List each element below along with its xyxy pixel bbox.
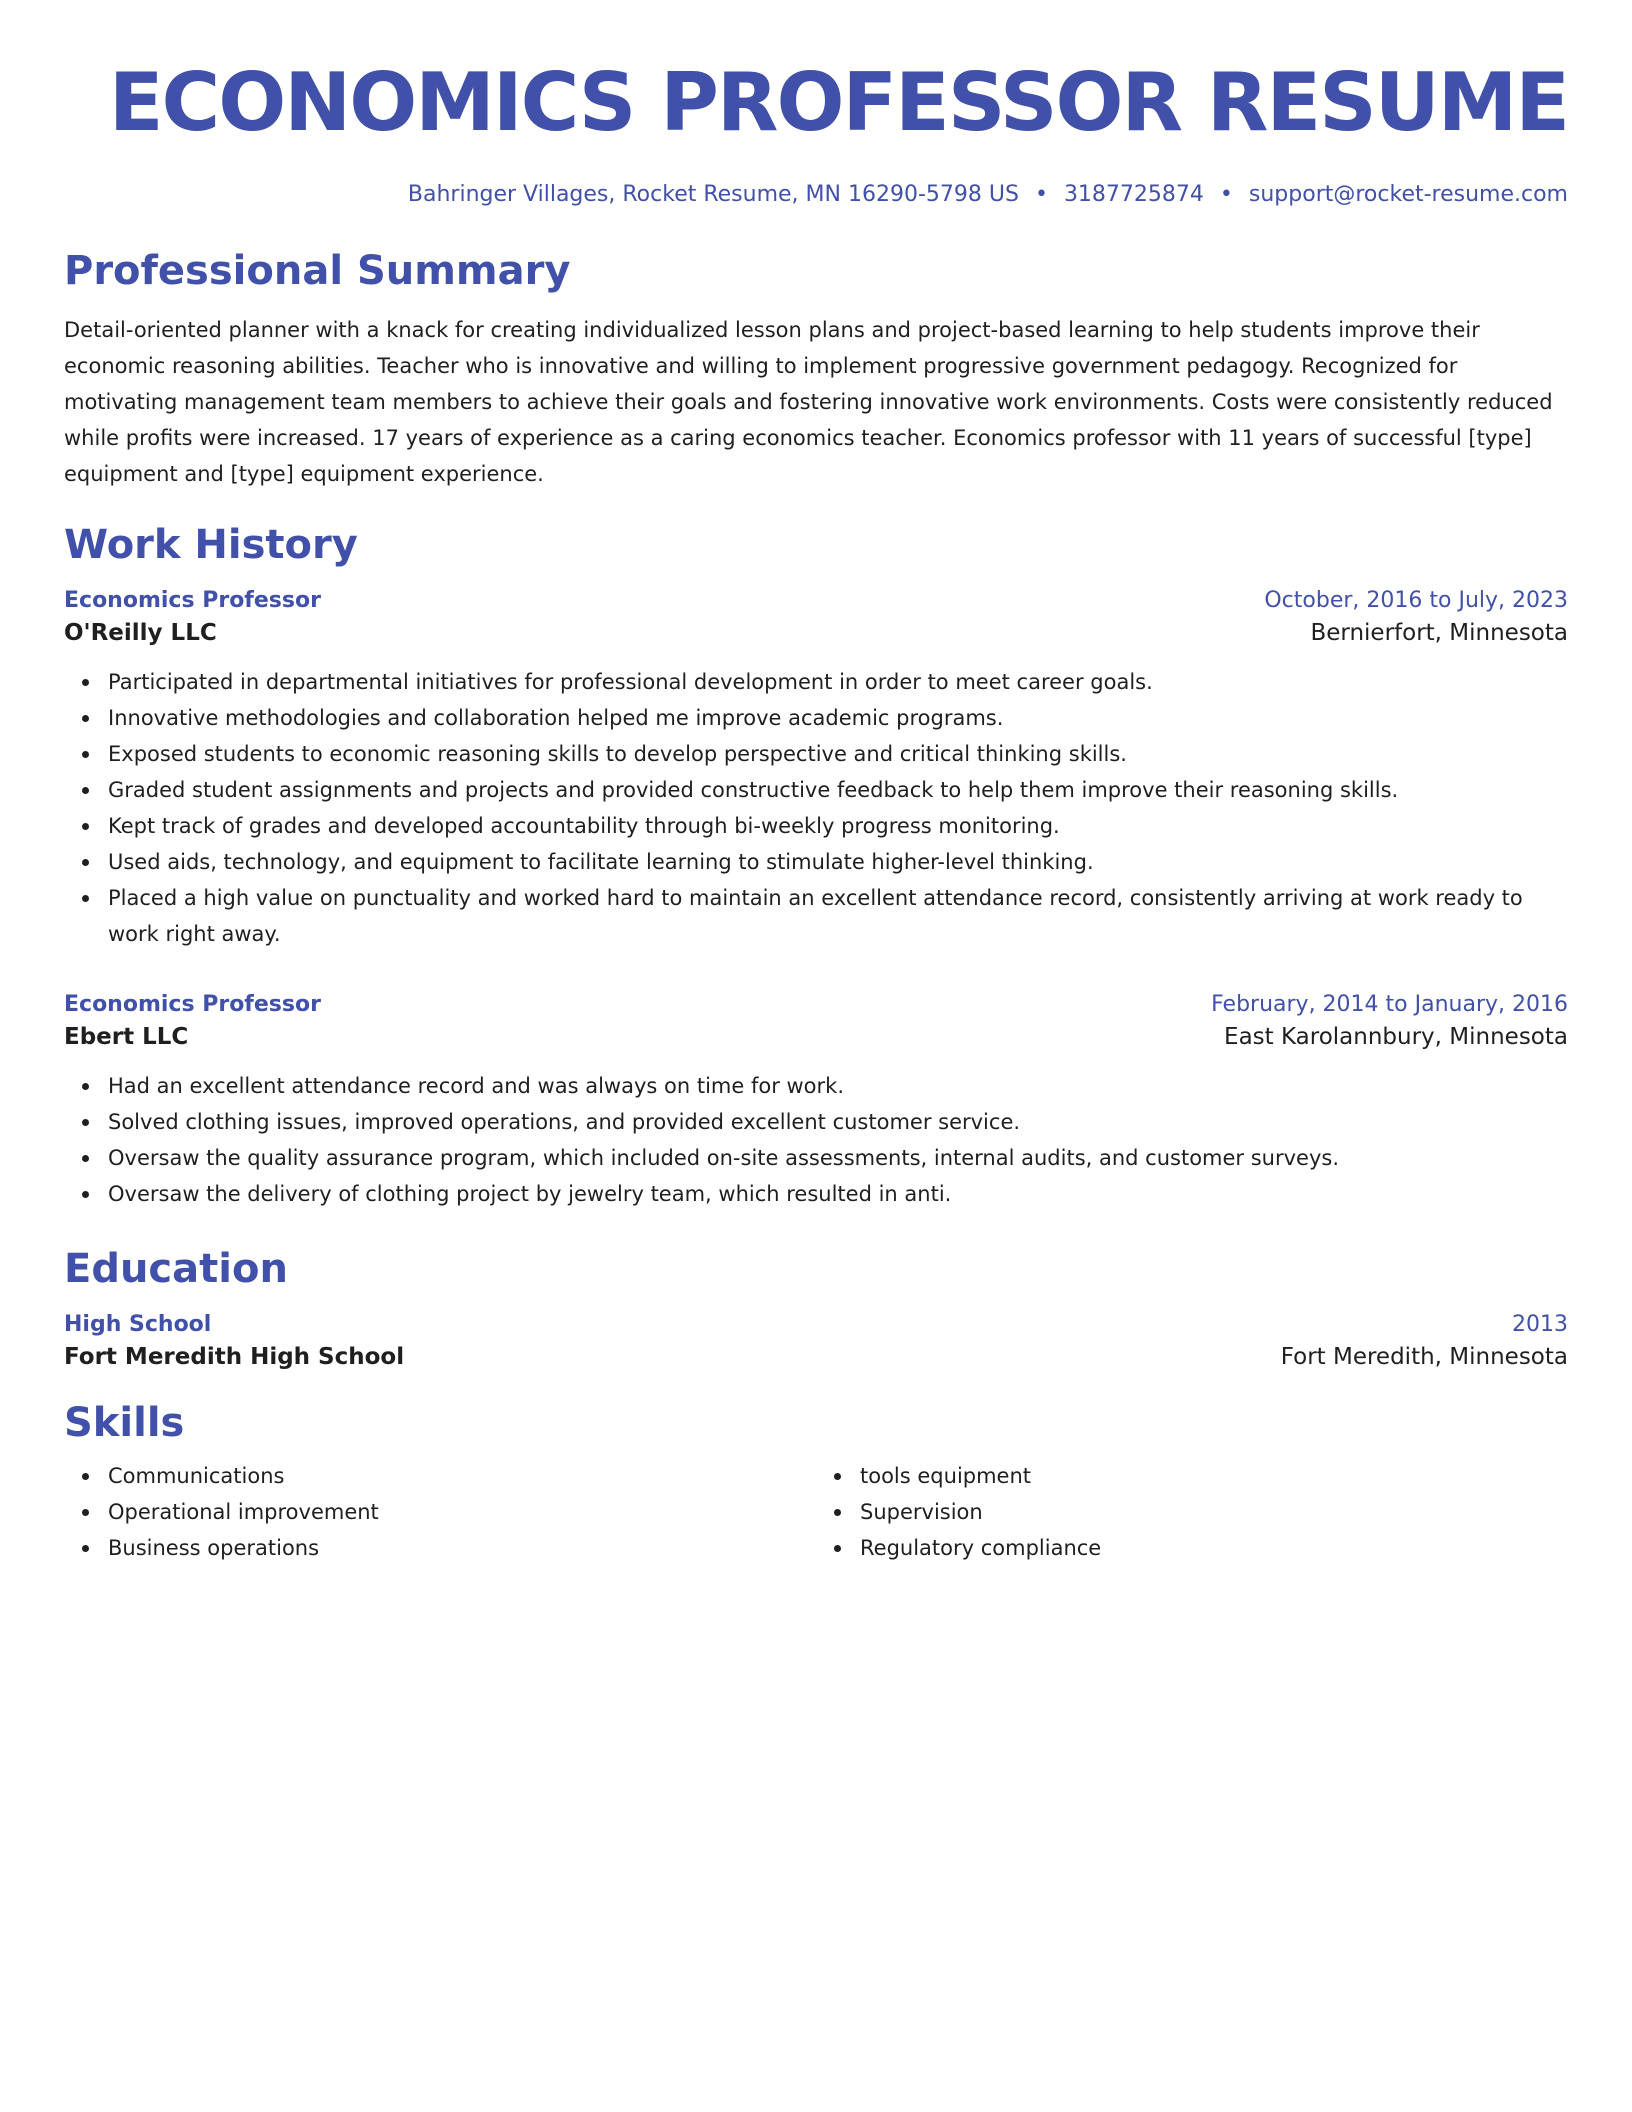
job-company: Ebert LLC <box>64 1024 189 1050</box>
list-item: Placed a high value on punctuality and worked hard to maintain an excellent attendance record, consistently arriving at work ready to work right away. <box>108 880 1568 952</box>
contact-email: support@rocket-resume.com <box>1248 182 1568 207</box>
skill-item: Regulatory compliance <box>860 1530 1568 1566</box>
job-company-row <box>64 616 1568 650</box>
job-role: Economics Professor <box>64 588 321 613</box>
contact-line <box>64 180 1568 210</box>
skill-item: tools equipment <box>860 1458 1568 1494</box>
job-dates: October, 2016 to July, 2023 <box>1264 588 1568 613</box>
list-item: Oversaw the delivery of clothing project by jewelry team, which resulted in anti. <box>108 1176 1568 1212</box>
education-header-row <box>64 1310 1568 1340</box>
contact-separator: • <box>1034 182 1048 207</box>
job-company: O'Reilly LLC <box>64 620 217 646</box>
skill-item: Business operations <box>108 1530 816 1566</box>
job-role: Economics Professor <box>64 992 321 1017</box>
job-dates: February, 2014 to January, 2016 <box>1211 992 1568 1017</box>
list-item: Used aids, technology, and equipment to facilitate learning to stimulate higher-level thinking. <box>108 844 1568 880</box>
job-header-row <box>64 990 1568 1020</box>
resume-title: ECONOMICS PROFESSOR RESUME <box>108 56 1568 149</box>
contact-phone: 3187725874 <box>1063 182 1204 207</box>
job-bullets <box>64 664 1568 952</box>
education-school: Fort Meredith High School <box>64 1344 405 1370</box>
list-item: Graded student assignments and projects and provided constructive feedback to help them improve their reasoning skills. <box>108 772 1568 808</box>
job-location: Bernierfort, Minnesota <box>1310 620 1568 646</box>
contact-separator: • <box>1219 182 1233 207</box>
job-header-row <box>64 586 1568 616</box>
education-location: Fort Meredith, Minnesota <box>1280 1344 1568 1370</box>
section-title-summary: Professional Summary <box>64 248 571 294</box>
job-location: East Karolannbury, Minnesota <box>1224 1024 1568 1050</box>
section-title-skills: Skills <box>64 1400 185 1446</box>
skill-item: Communications <box>108 1458 816 1494</box>
education-year: 2013 <box>1512 1312 1568 1337</box>
job-bullets <box>64 1068 1568 1212</box>
section-title-work-history: Work History <box>64 522 358 568</box>
skill-item: Operational improvement <box>108 1494 816 1530</box>
job-entry <box>64 586 1568 952</box>
skills-column-right <box>816 1458 1568 1566</box>
job-entry <box>64 990 1568 1212</box>
skill-item: Supervision <box>860 1494 1568 1530</box>
summary-text: Detail-oriented planner with a knack for creating individualized lesson plans and project-based learning to help students improve their economic reasoning abilities. Teacher who is innovative and willing to implement progressive government pedagogy. Recognized for motivating management team members to achieve their goals and fostering innovative work environments. Costs were consistently reduced while profits were increased. 17 years of experience as a caring economics teacher. Economics professor with 11 years of successful [type] equipment and [type] equipment experience. <box>64 318 1553 486</box>
list-item: Had an excellent attendance record and was always on time for work. <box>108 1068 1568 1104</box>
skills-grid <box>64 1458 1568 1566</box>
job-company-row <box>64 1020 1568 1054</box>
skills-column-left <box>64 1458 816 1566</box>
list-item: Solved clothing issues, improved operations, and provided excellent customer service. <box>108 1104 1568 1140</box>
section-title-education: Education <box>64 1246 288 1292</box>
list-item: Oversaw the quality assurance program, which included on-site assessments, internal audits, and customer surveys. <box>108 1140 1568 1176</box>
education-school-row <box>64 1340 1568 1374</box>
education-degree: High School <box>64 1312 212 1337</box>
education-entry <box>64 1310 1568 1374</box>
list-item: Innovative methodologies and collaboration helped me improve academic programs. <box>108 700 1568 736</box>
list-item: Exposed students to economic reasoning skills to develop perspective and critical thinking skills. <box>108 736 1568 772</box>
list-item: Kept track of grades and developed accountability through bi-weekly progress monitoring. <box>108 808 1568 844</box>
contact-address: Bahringer Villages, Rocket Resume, MN 16290-5798 US <box>407 182 1019 207</box>
list-item: Participated in departmental initiatives for professional development in order to meet career goals. <box>108 664 1568 700</box>
